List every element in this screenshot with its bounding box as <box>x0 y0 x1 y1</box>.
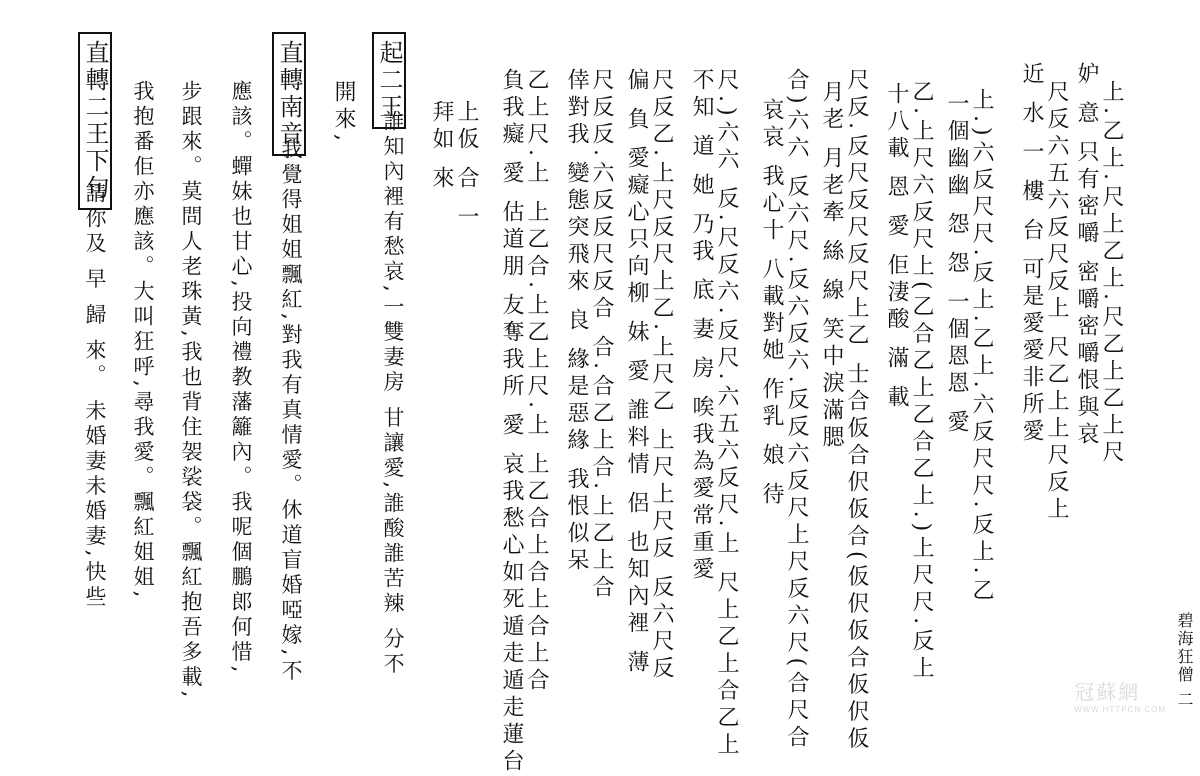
lyric-column-15: 應該。蟬妹也甘心,投向禮教藩籬內。我呢個鵬郎何惜, <box>229 80 253 677</box>
lyric-column-6: 哀哀 我心十 八載對她 作乳 娘 待 <box>759 98 784 509</box>
lyric-column-5: 月老 月老牽 絲 線 笑中淚滿腮 <box>819 80 844 452</box>
watermark-url: WWW.HTTPCN.COM <box>1074 705 1166 714</box>
lyric-column-9: 倖對我 變態突飛來 良 緣是惡緣 我恨似呆 <box>564 68 589 575</box>
lyric-column-7: 不知 道 她 乃我 底 妻 房 唉我為愛常重愛 <box>689 68 714 584</box>
lyric-column-11: 拜如 來 <box>429 100 454 193</box>
lyric-column-1: 妒 意 只有密嚼 密嚼密嚼恨與哀 <box>1074 62 1099 449</box>
section-label-qi-er-wang: 起二王 <box>372 32 406 129</box>
watermark-logo <box>1074 676 1166 714</box>
score-column-3: 上.)六反尺尺.反上.乙上.六反尺尺.反上.乙 <box>969 88 994 606</box>
lyric-column-16: 步跟來。莫問人老珠黃,我也背住袈裟袋。飄紅抱吾多載, <box>179 80 203 702</box>
watermark-text: 冠蘇網 <box>1074 682 1141 704</box>
score-column-8: 尺反乙.上尺反尺上乙.上尺乙 上尺上尺反 反六尺反 <box>649 68 674 683</box>
lyric-column-4: 十八載 恩 愛 佢淒酸 滿 載 <box>884 82 909 412</box>
lyric-column-3: 一個幽幽 怨 怨 一個恩恩 愛 <box>944 92 969 437</box>
score-column-2: 尺反六五六反尺反上 尺乙上上尺反上 <box>1044 80 1069 524</box>
lyric-column-18: 請你及 早 歸 來。 未婚妻未婚妻,快些 <box>83 182 107 611</box>
lyric-column-12: 誰知內裡有愁哀,一雙妻房 甘讓愛,誰酸誰苦辣 分不 <box>381 110 405 678</box>
score-column-7: 尺.)六六 反.尺反六.反尺.六五六反尺.上 尺上乙上合乙上 <box>714 68 739 760</box>
score-column-10: 乙上尺.上 上乙合.上乙上尺.上 上乙合上合上合上合 <box>524 68 549 695</box>
lyric-column-2: 近 水 一 樓 台 可是愛愛非所愛 <box>1019 62 1044 446</box>
score-column-6: 合)六六 反六尺.反六反六.反反六反尺上尺反六尺(合尺合 <box>784 68 809 753</box>
lyric-column-17: 我抱番佢亦應該。大叫狂呼,尋我愛。飄紅姐姐, <box>131 80 155 602</box>
section-label-nanyin: 直轉南音 <box>272 32 306 156</box>
page-header: 碧海狂僧 二 <box>1175 612 1194 710</box>
score-column-11: 上仮 合 一 <box>454 100 479 232</box>
score-column-1: 上.乙上.尺上乙上.尺乙上乙上尺 <box>1099 80 1124 467</box>
score-column-4: 乙.上尺六反尺上(乙合乙上乙合乙上.)上尺尺.反上 <box>909 80 934 684</box>
score-column-9: 尺反反.六反反尺反合 合.合乙上合.上乙上合 <box>589 68 614 602</box>
score-column-5: 尺反.反尺反尺反尺上乙 士合仮合伬仮合(仮伬仮合仮伬仮 <box>844 68 869 754</box>
section-label-er-wang-xia-ju: 直轉二王下句 <box>78 32 112 210</box>
lyric-column-14: 我覺得姐姐飄紅,對我有真情愛。休道盲婚啞嫁,不 <box>279 138 303 685</box>
lyric-column-13: 開來, <box>331 80 356 146</box>
lyric-column-8: 偏 負 愛癡心只向柳 妹 愛 誰料情 侶 也知內裡 薄 <box>624 68 649 677</box>
lyric-column-10: 負我癡 愛 估道朋 友奪我所 愛 哀我愁心如死遁走遁走蓮台 <box>499 68 524 776</box>
